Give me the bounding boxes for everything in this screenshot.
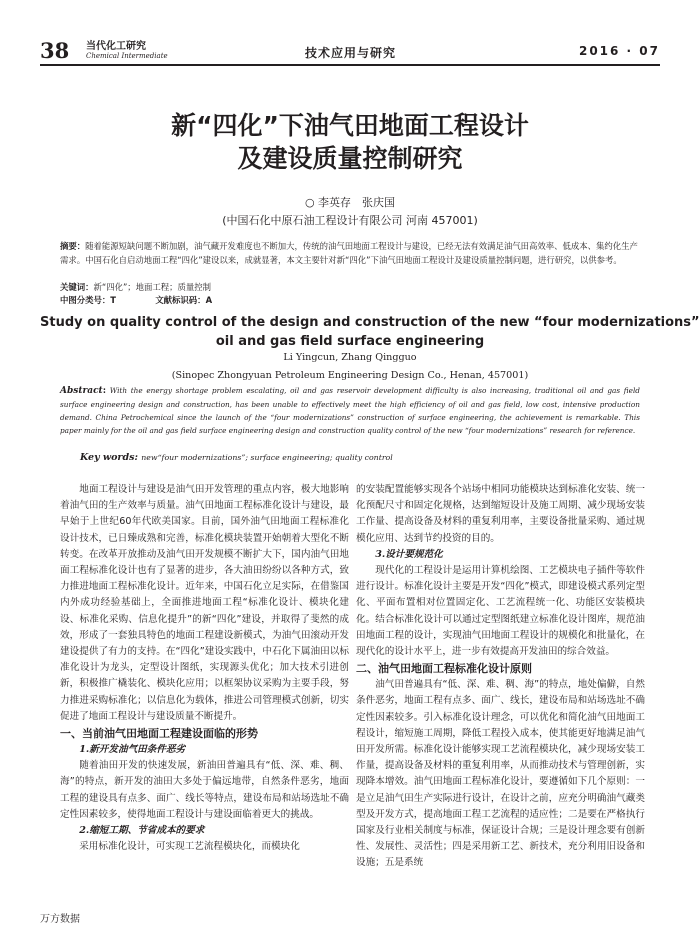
subsection-heading: 2.缩短工期、节省成本的要求 bbox=[79, 825, 205, 837]
section-heading: 一、当前油气田地面工程建设面临的形势 bbox=[60, 727, 258, 741]
abstract-en: Abstract: With the energy shortage problem escalating, oil and gas reservoir development difficulty is also increasing, traditional oil and gas field surface engineering design and construction, has been unable to effectively meet the high efficiency of oil and gas field, low cost, intensive production demand. China Petrochemical since the launch of the “four modernizations” construction of surface engineering, the achievement is remarkable. This paper mainly for the oil and gas field surface engineering design and construction quality control of the new “four modernizations” research for reference. bbox=[60, 386, 640, 435]
keywords-cn-label: 关键词： bbox=[60, 282, 94, 292]
abstract-cn-label: 摘要： bbox=[60, 241, 86, 251]
authors-cn: ○ 李英存 张庆国 bbox=[304, 196, 396, 209]
subsection-heading: 1.新开发油气田条件恶劣 bbox=[79, 744, 186, 756]
keywords-en-label: Key words bbox=[80, 452, 135, 463]
section-heading: 二、油气田地面工程标准化设计原则 bbox=[356, 662, 532, 676]
abstract-cn bbox=[60, 240, 640, 267]
doc-code-value: A bbox=[205, 295, 213, 305]
keywords-en-text: new“four modernizations”; surface engineering; quality control bbox=[141, 453, 393, 462]
authors-en: Li Yingcun, Zhang Qingguo bbox=[283, 352, 417, 363]
header-rule bbox=[40, 64, 660, 66]
title-cn-line-2: 及建设质量控制研究 bbox=[237, 144, 463, 173]
title-en-line-2: oil and gas field surface engineering bbox=[215, 334, 485, 349]
journal-name-en: Chemical Intermediate bbox=[86, 52, 168, 60]
body-paragraph: 随着油田开发的快速发展，新油田普遍具有“低、深、难、稠、海”的特点，新开发的油田大多处于偏远地带，自然条件恶劣，地面工程的建设具有点多、面广、线长等特点，建设布局和站场选址不确定性因素较多，使得地面工程设计与建设面临着更大的挑战。 bbox=[60, 760, 349, 820]
body-paragraph: 采用标准化设计，可实现工艺流程模块化，而模块化 bbox=[79, 841, 300, 853]
clc-value: T bbox=[110, 295, 116, 305]
abstract-cn-text: 随着能源短缺问题不断加剧，油气藏开发难度也不断加大，传统的油气田地面工程设计与建设，已经无法有效满足油气田高效率、低成本、集约化生产需求。中国石化自启动地面工程“四化”建设以来，成就显著，本文主要针对新“四化”下油气田地面工程设计及建设质量控制问题，进行研究，以供参考。 bbox=[60, 241, 638, 265]
clc-label: 中图分类号： bbox=[60, 295, 111, 305]
body-column-left bbox=[60, 482, 349, 855]
page-number: 38 bbox=[40, 38, 70, 63]
title-en-line-1: Study on quality control of the design and construction of the new “four modernizations” bbox=[40, 315, 700, 330]
abstract-en-text: With the energy shortage problem escalating, oil and gas reservoir development difficulty is also increasing, traditional oil and gas field surface engineering design and construction, has been unable to effectively meet the high efficiency of oil and gas field, low cost, intensive production demand. China Petrochemical since the launch of the “four modernizations” construction of surface engineering, the achievement is remarkable. This paper mainly for the oil and gas field surface engineering design and construction quality control of the new “four modernizations” research for reference. bbox=[60, 386, 640, 435]
body-paragraph: 现代化的工程设计是运用计算机绘图、工艺模块电子插件等软件进行设计。标准化设计主要是开发“四化”模式，即建设模式系列定型化、平面布置相对位置固定化、工艺流程统一化、功能区安装模块化。结合标准化设计可以通过定型图纸建立标准化设计图库，规范油田地面工程的设计，实现油气田地面工程设计的规模化和批量化，在现代化的设计水平上，进一步有效提高开发油田的综合效益。 bbox=[356, 565, 645, 658]
body-paragraph: 地面工程设计与建设是油气田开发管理的重点内容，极大地影响着油气田的生产效率与质量。油气田地面工程标准化设计与建设，最早始于上世纪60年代欧美国家。目前，国外油气田地面工程标准化设计技术，已日臻成熟和完善，标准化模块装置开始朝着大型化不断转变。在改革开放推动及油气田开发规模不断扩大下，国内油气田地面工程标准化设计也有了显著的进步，各大油田纷纷以各种方式，致力推进地面工程标准化设计。近年来，中国石化立足实际，在借鉴国内外成功经验基础上，全面推进地面工程“标准化设计、模块化建设、标准化采购、信息化提升”的新“四化”建设，并取得了斐然的成效，形成了一套独具特色的地面工程建设新模式，为油气田滚动开发建设提供了有力的支持。在“四化”建设实践中，中石化下属油田以标准化设计为龙头，定型设计图纸，实现源头优化；加大技术引进创新，积极推广橇装化、模块化应用；以框架协议采购为主要手段，努力推进采购标准化；以信息化为载体，推进公司管理模式创新，切实促进了地面工程设计与建设质量不断提升。 bbox=[60, 484, 349, 722]
title-cn-line-1: 新“四化”下油气田地面工程设计 bbox=[171, 111, 529, 140]
footer-source: 万方数据 bbox=[40, 914, 80, 925]
keywords-cn-text: 新“四化”；地面工程；质量控制 bbox=[93, 282, 212, 292]
affiliation-en: (Sinopec Zhongyuan Petroleum Engineering Design Co., Henan, 457001) bbox=[171, 370, 529, 381]
affiliation-cn: (中国石化中原石油工程设计有限公司 河南 457001) bbox=[222, 214, 478, 227]
classification-line bbox=[60, 294, 640, 307]
body-paragraph: 的安装配置能够实现各个站场中相同功能模块达到标准化安装、统一化预配尺寸和固定化规格，达到缩短设计及施工周期、减少现场安装工作量、提高设备及材料的重复利用率，主要设备批量采购、通过规模化应用、达到节约投资的目的。 bbox=[356, 484, 645, 544]
issue-number: 2016 · 07 bbox=[578, 44, 660, 58]
abstract-en-label: Abstract bbox=[60, 386, 103, 396]
subsection-heading: 3.设计要规范化 bbox=[375, 548, 443, 560]
keywords-en: Key words: new“four modernizations”; surface engineering; quality control bbox=[80, 452, 393, 463]
keywords-cn bbox=[60, 281, 640, 294]
journal-name-cn: 当代化工研究 bbox=[86, 41, 146, 52]
body-column-right bbox=[356, 482, 645, 872]
doc-code-label: 文献标识码： bbox=[155, 295, 206, 305]
body-paragraph: 油气田普遍具有“低、深、难、稠、海”的特点，地处偏僻，自然条件恶劣，地面工程有点多、面广、线长，建设布局和站场选址不确定性因素较多。引入标准化设计理念，可以优化和简化油气田地面工程设计，缩短施工周期，降低工程投入成本，使其能更好地满足油气田开发所需。标准化设计能够实现工艺流程模块化，减少现场安装工作量，提高设备及材料的重复利用率，从而推动技术与管理创新，实现降本增效。油气田地面工程标准化设计，要遵循如下几个原则：一是立足油气田生产实际进行设计，在设计之前，应充分明确油气藏类型及开发方式，提高地面工程工艺流程的适应性；二是要在严格执行国家及行业相关制度与标准，保证设计合规；三是设计理念要有创新性、发展性、灵活性；四是采用新工艺、新技术，充分利用旧设备和设施；五是系统 bbox=[356, 679, 645, 869]
section-name: 技术应用与研究 bbox=[305, 46, 397, 60]
